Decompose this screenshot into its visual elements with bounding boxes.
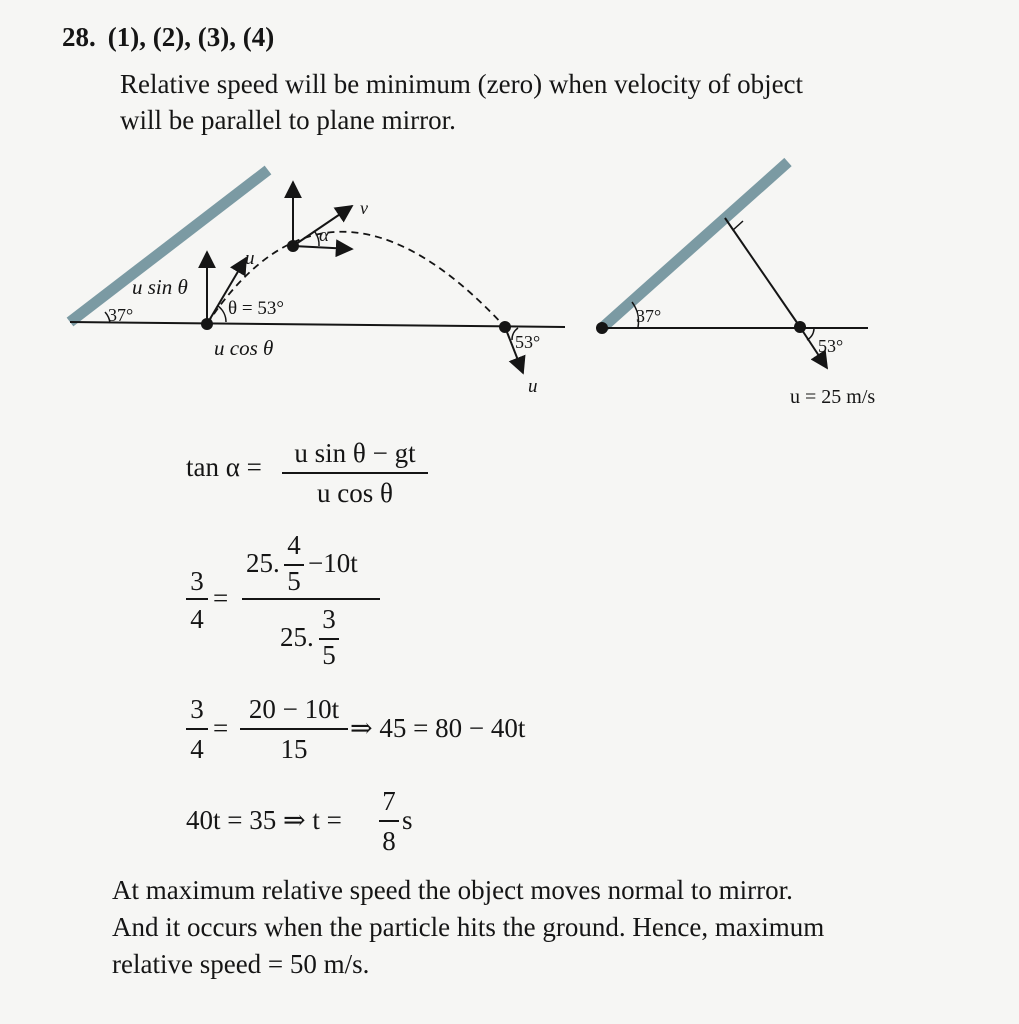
eq2-lhs-den: 4: [190, 604, 204, 634]
eq4-den: 8: [382, 826, 396, 856]
normal-line: [725, 218, 800, 327]
question-header: [62, 22, 274, 53]
intro-line-1: Relative speed will be minimum (zero) when velocity of object: [120, 69, 804, 99]
eq1-lhs: tan α =: [186, 452, 262, 482]
eq2-num-frac-n: 4: [287, 530, 301, 560]
normal-to-mirror-figure: [590, 150, 990, 415]
eq3-lhs-den: 4: [190, 734, 204, 764]
eq1-fraction-bar: [282, 472, 428, 474]
v-label: v: [360, 198, 368, 218]
eq2-den-frac-d: 5: [322, 640, 336, 670]
conclusion-paragraph: [112, 872, 824, 983]
answer-options: (1), (2), (3), (4): [107, 22, 275, 52]
eq4-unit: s: [402, 805, 413, 835]
conclusion-line-3: relative speed = 50 m/s.: [112, 949, 370, 979]
conclusion-line-1: At maximum relative speed the object moves normal to mirror.: [112, 875, 793, 905]
eq3-numerator: 20 − 10t: [248, 694, 340, 724]
eq3-main-bar: [240, 728, 348, 730]
intermediate-horizontal-arrow: [293, 246, 352, 249]
eq2-num-b: −10t: [308, 548, 358, 578]
eq2-den-a: 25.: [280, 622, 314, 652]
eq3-denominator: 15: [280, 734, 308, 764]
eq2-den-frac-n: 3: [322, 604, 336, 634]
angle-label-53-right: 53°: [818, 336, 844, 356]
eq2-lhs-num: 3: [190, 566, 204, 596]
eq1-numerator: u sin θ − gt: [294, 438, 416, 468]
eq3-lhs-bar: [186, 728, 208, 730]
angle-arc-theta: [218, 306, 226, 322]
cropped-previous-line: [0, 0, 1019, 8]
eq2-num-a: 25.: [246, 548, 280, 578]
speed-label: u = 25 m/s: [790, 386, 876, 408]
u-cos-theta-label: u cos θ: [214, 336, 274, 360]
u-label-launch: u: [245, 248, 255, 269]
question-number: 28.: [62, 22, 96, 52]
theta-53-label: θ = 53°: [228, 298, 284, 319]
eq2-equals: =: [213, 583, 229, 613]
conclusion-line-2: And it occurs when the particle hits the ground. Hence, maximum: [112, 912, 825, 942]
u-sin-theta-label: u sin θ: [132, 275, 188, 299]
ground-line-left: [70, 322, 565, 327]
angle-label-53-left: 53°: [515, 332, 541, 352]
eq3-lhs-num: 3: [190, 694, 204, 724]
intro-paragraph: [120, 66, 803, 138]
projectile-mirror-figure: [0, 150, 600, 410]
angle-label-37-left: 37°: [108, 305, 134, 325]
eq2-lhs-bar: [186, 598, 208, 600]
eq1-denominator: u cos θ: [317, 478, 393, 508]
eq4-lhs: 40t = 35 ⇒ t =: [186, 805, 342, 835]
eq3-equals: =: [213, 713, 229, 743]
eq3-rhs: ⇒ 45 = 80 − 40t: [350, 713, 526, 743]
u-label-landing: u: [528, 376, 538, 397]
intro-line-2: will be parallel to plane mirror.: [120, 105, 456, 135]
eq2-main-bar: [242, 598, 380, 600]
eq4-bar: [379, 820, 399, 822]
eq2-num-frac-d: 5: [287, 566, 301, 596]
alpha-label: α: [319, 225, 329, 246]
eq4-num: 7: [382, 786, 396, 816]
plane-mirror-right: [602, 162, 788, 328]
angle-label-37-right: 37°: [636, 306, 662, 326]
